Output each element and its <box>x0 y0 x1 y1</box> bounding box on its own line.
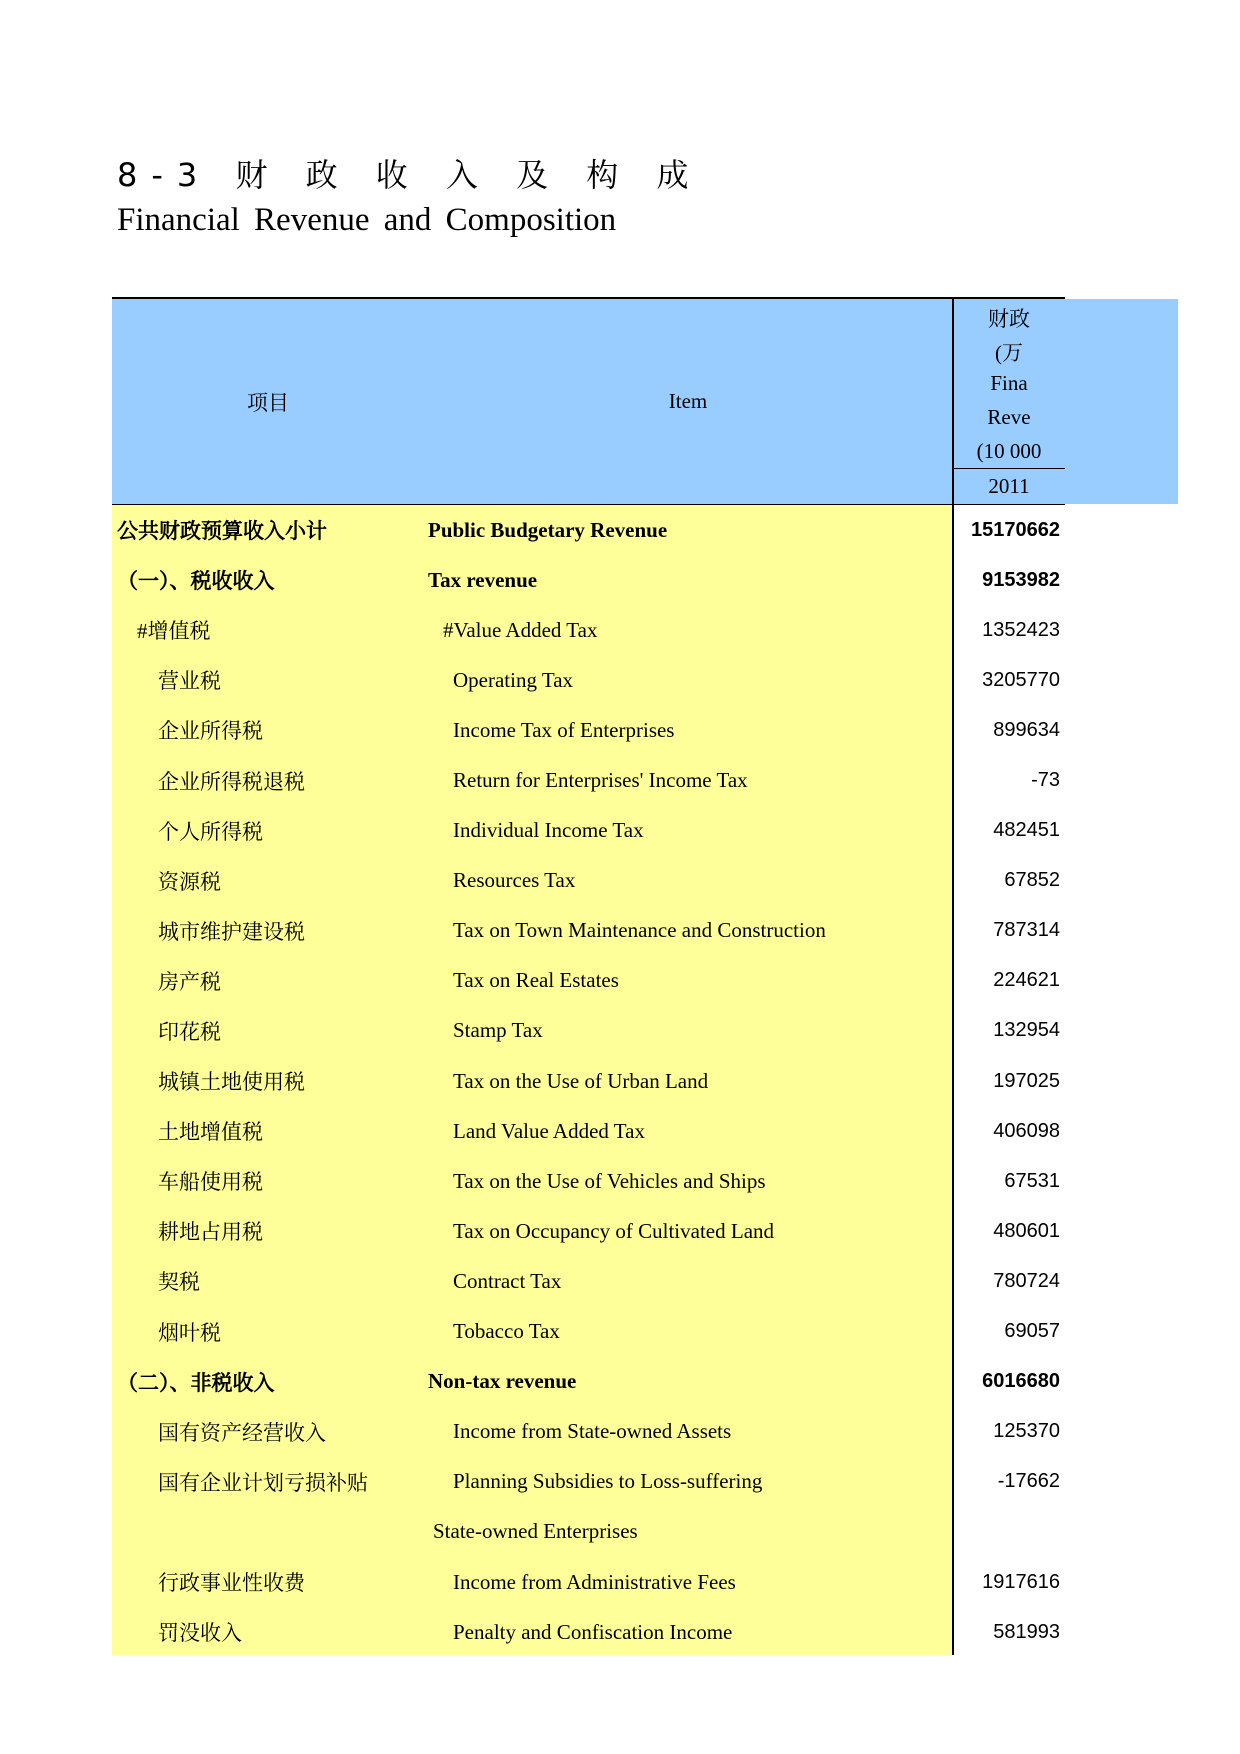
row-label-english: Income from State-owned Assets <box>453 1419 732 1444</box>
row-label-chinese: 资源税 <box>158 869 221 894</box>
header-col-line: Reve <box>987 405 1031 429</box>
row-value-2011: 15170662 <box>971 518 1060 541</box>
row-label-chinese: （一）、税收收入 <box>117 569 275 594</box>
row-label-english: Operating Tax <box>453 667 574 692</box>
table-row <box>0 755 1240 805</box>
row-label-chinese: （二）、非税收入 <box>117 1370 275 1395</box>
table-row <box>0 806 1240 856</box>
row-value-2011: 480601 <box>993 1219 1060 1242</box>
table-row <box>0 705 1240 755</box>
row-label-chinese: 城市维护建设税 <box>158 919 305 944</box>
row-value-2011: 581993 <box>993 1620 1060 1643</box>
header-col-line: 财政 <box>988 307 1030 331</box>
header-item-english: Item <box>668 389 708 413</box>
table-row <box>0 1307 1240 1357</box>
row-label-english: Resources Tax <box>453 868 576 893</box>
row-label-chinese: 车船使用税 <box>158 1170 263 1195</box>
row-label-chinese: 房产税 <box>158 969 221 994</box>
table-row <box>0 555 1240 605</box>
row-label-english: State-owned Enterprises <box>433 1519 638 1544</box>
table-row <box>0 1457 1240 1507</box>
row-label-english: Income from Administrative Fees <box>453 1569 736 1594</box>
row-value-2011: 132954 <box>993 1019 1060 1042</box>
table-row <box>0 655 1240 705</box>
row-label-english: Return for Enterprises' Income Tax <box>453 768 748 793</box>
row-label-chinese: 营业税 <box>158 669 221 694</box>
row-label-chinese: 行政事业性收费 <box>158 1571 305 1596</box>
table-row <box>0 1206 1240 1256</box>
row-label-chinese: 城镇土地使用税 <box>158 1070 305 1095</box>
header-year: 2011 <box>988 474 1030 498</box>
row-value-2011: 6016680 <box>982 1370 1060 1393</box>
table-row <box>0 906 1240 956</box>
row-label-chinese: 印花税 <box>158 1019 221 1044</box>
table-row <box>0 505 1240 555</box>
row-value-2011: 1917616 <box>982 1570 1060 1593</box>
row-label-english: Stamp Tax <box>453 1018 543 1043</box>
header-col-line: (10 000 <box>976 439 1042 463</box>
table-row <box>0 1357 1240 1407</box>
row-label-chinese: 企业所得税 <box>158 719 263 744</box>
table-row <box>0 1557 1240 1607</box>
header-col-line: (万 <box>995 341 1023 365</box>
row-label-english: Income Tax of Enterprises <box>453 717 675 742</box>
row-label-chinese: 个人所得税 <box>158 819 263 844</box>
row-label-chinese: 耕地占用税 <box>158 1220 263 1245</box>
row-label-chinese: 公共财政预算收入小计 <box>117 519 327 544</box>
table-row <box>0 1056 1240 1106</box>
row-label-english: Tax on Real Estates <box>453 968 619 993</box>
row-label-chinese: 土地增值税 <box>158 1120 263 1145</box>
row-value-2011: 67531 <box>1004 1169 1060 1192</box>
table-row <box>0 1507 1240 1557</box>
row-value-2011: 1352423 <box>982 618 1060 641</box>
table-row <box>0 1156 1240 1206</box>
table-row <box>0 956 1240 1006</box>
row-value-2011: -73 <box>1031 769 1060 792</box>
row-label-english: Individual Income Tax <box>453 818 644 843</box>
row-label-chinese: 烟叶税 <box>158 1320 221 1345</box>
header-col-line: Fina <box>990 371 1028 395</box>
page-title-english: Financial Revenue and Composition <box>117 202 617 238</box>
table-row <box>0 1006 1240 1056</box>
row-label-english: Public Budgetary Revenue <box>428 517 668 542</box>
row-value-2011: 899634 <box>993 718 1060 741</box>
row-label-chinese: 罚没收入 <box>158 1621 242 1646</box>
table-row <box>0 1256 1240 1306</box>
row-value-2011: 224621 <box>993 969 1060 992</box>
row-label-chinese: #增值税 <box>137 619 211 644</box>
row-label-english: Tax on Town Maintenance and Construction <box>453 918 826 943</box>
header-item-chinese: 项目 <box>247 390 289 415</box>
row-value-2011: 406098 <box>993 1119 1060 1142</box>
row-value-2011: 125370 <box>993 1420 1060 1443</box>
row-value-2011 <box>953 1507 1060 1557</box>
table-row <box>0 1407 1240 1457</box>
row-value-2011: -17662 <box>997 1470 1060 1493</box>
row-value-2011: 482451 <box>993 819 1060 842</box>
row-label-english: Tax on the Use of Vehicles and Ships <box>453 1168 766 1193</box>
row-label-english: Tobacco Tax <box>453 1319 560 1344</box>
header-revenue-column <box>953 299 1065 468</box>
page-title-chinese: 8-3 财 政 收 入 及 构 成 <box>117 156 703 194</box>
row-label-english: Non-tax revenue <box>428 1369 577 1394</box>
row-value-2011: 3205770 <box>982 668 1060 691</box>
row-value-2011: 787314 <box>993 919 1060 942</box>
row-label-english: Land Value Added Tax <box>453 1118 645 1143</box>
row-label-english: Contract Tax <box>453 1268 562 1293</box>
row-label-english: #Value Added Tax <box>443 617 598 642</box>
row-label-english: Penalty and Confiscation Income <box>453 1619 733 1644</box>
table-row <box>0 1106 1240 1156</box>
row-value-2011: 197025 <box>993 1069 1060 1092</box>
row-value-2011: 69057 <box>1004 1320 1060 1343</box>
table-row <box>0 856 1240 906</box>
row-value-2011: 9153982 <box>982 568 1060 591</box>
row-label-english: Tax revenue <box>428 567 538 592</box>
table-body <box>0 505 1240 1657</box>
row-value-2011: 780724 <box>993 1269 1060 1292</box>
row-label-chinese: 契税 <box>158 1270 200 1295</box>
table-row <box>0 605 1240 655</box>
row-value-2011: 67852 <box>1004 869 1060 892</box>
row-label-chinese: 国有企业计划亏损补贴 <box>158 1470 368 1495</box>
row-label-english: Tax on Occupancy of Cultivated Land <box>453 1218 775 1243</box>
row-label-english: Tax on the Use of Urban Land <box>453 1068 709 1093</box>
table-row <box>0 1607 1240 1657</box>
row-label-english: Planning Subsidies to Loss-suffering <box>453 1469 763 1494</box>
row-label-chinese: 企业所得税退税 <box>158 769 305 794</box>
row-label-chinese: 国有资产经营收入 <box>158 1420 326 1445</box>
